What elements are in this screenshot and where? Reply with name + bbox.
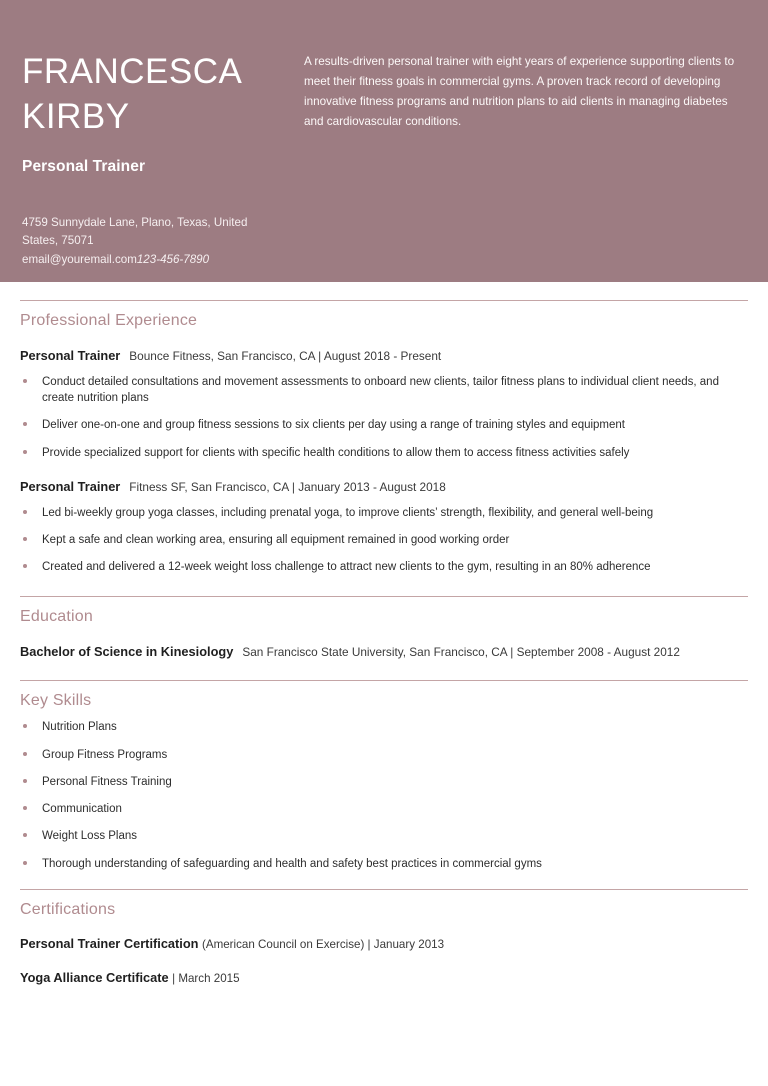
experience-section-wrapper <box>20 300 748 576</box>
section-title-skills: Key Skills <box>20 692 92 710</box>
experience-role: Personal Trainer <box>20 478 121 494</box>
contact-block <box>22 214 284 270</box>
experience-bullet <box>20 532 732 548</box>
certification-entry <box>20 970 748 987</box>
skill-item <box>20 719 732 735</box>
certification-meta: | March 2015 <box>172 971 240 985</box>
education-section-wrapper <box>20 596 748 661</box>
experience-bullet-text: Created and delivered a 12-week weight loss challenge to attract new clients to the gym, resulting in an 80% adherence <box>42 561 651 574</box>
bullet-dot-icon <box>23 422 27 426</box>
section-certifications <box>20 901 748 986</box>
bullet-dot-icon <box>23 724 27 728</box>
skills-list <box>20 719 748 872</box>
bullet-dot-icon <box>23 564 27 568</box>
experience-role: Personal Trainer <box>20 348 121 363</box>
experience-bullet-text: Deliver one-on-one and group fitness sessions to six clients per day using a range of training styles and equipment <box>42 419 626 432</box>
bullet-dot-icon <box>23 779 27 783</box>
section-divider <box>20 680 748 681</box>
skill-item <box>20 774 732 790</box>
certification-meta: (American Council on Exercise) | January 2013 <box>201 938 445 952</box>
professional-summary: A results-driven personal trainer with eight years of experience supporting clients to meet their fitness goals in commercial gyms. A proven track record of developing innovative fitness programs and nutrition plans to aid clients in managing diabetes and cardiovascular conditions. <box>304 55 735 129</box>
skill-item <box>20 856 732 872</box>
skill-text: Weight Loss Plans <box>42 830 138 843</box>
education-degree: Bachelor of Science in Kinesiology <box>20 643 234 659</box>
candidate-first-name: FRANCESCA <box>22 52 243 91</box>
skill-text: Nutrition Plans <box>42 721 117 734</box>
bullet-dot-icon <box>23 510 27 514</box>
section-title-certifications: Certifications <box>20 901 116 919</box>
header-summary-block <box>284 44 746 133</box>
section-divider <box>20 300 748 301</box>
skill-text: Group Fitness Programs <box>42 748 168 761</box>
bullet-dot-icon <box>23 861 27 865</box>
certification-name: Personal Trainer Certification <box>20 936 199 952</box>
candidate-name <box>22 50 284 140</box>
experience-meta: Fitness SF, San Francisco, CA | January 2013 - August 2018 <box>129 479 446 494</box>
education-meta: San Francisco State University, San Francisco, CA | September 2008 - August 2012 <box>242 644 680 659</box>
experience-bullet-list <box>20 505 748 576</box>
skill-text: Communication <box>42 803 122 816</box>
section-divider <box>20 596 748 597</box>
bullet-dot-icon <box>23 450 27 454</box>
section-title-experience: Professional Experience <box>20 312 198 329</box>
skill-text: Thorough understanding of safeguarding and health and safety best practices in commercial gyms <box>42 857 542 870</box>
resume-body <box>0 300 768 986</box>
experience-meta: Bounce Fitness, San Francisco, CA | August 2018 - Present <box>129 349 442 363</box>
skill-text: Personal Fitness Training <box>42 775 172 788</box>
section-experience <box>20 312 748 576</box>
experience-bullet-text: Provide specialized support for clients with specific health conditions to allow them to access fitness activities safely <box>42 446 630 459</box>
experience-bullet-text: Conduct detailed consultations and movement assessments to onboard new clients, tailor fitness plans to individual client needs, and create nutrition plans <box>42 375 719 404</box>
experience-bullet <box>20 559 732 575</box>
resume-header <box>0 0 768 282</box>
certification-name: Yoga Alliance Certificate <box>20 969 169 985</box>
experience-bullet <box>20 445 732 461</box>
contact-address-line-2: States, 75071 <box>22 234 94 248</box>
skill-item <box>20 747 732 763</box>
section-education <box>20 608 748 661</box>
skills-section-wrapper <box>20 680 748 872</box>
section-divider <box>20 889 748 890</box>
experience-bullet <box>20 505 732 521</box>
experience-bullet-text: Kept a safe and clean working area, ensuring all equipment remained in good working order <box>42 533 510 546</box>
contact-email[interactable]: email@youremail.com <box>22 253 137 267</box>
candidate-job-title: Personal Trainer <box>22 157 146 175</box>
header-identity-block <box>22 44 284 270</box>
experience-entry-header <box>20 348 748 365</box>
candidate-last-name: KIRBY <box>22 96 130 136</box>
contact-email-phone-line <box>22 251 284 270</box>
bullet-dot-icon <box>23 537 27 541</box>
bullet-dot-icon <box>23 833 27 837</box>
section-skills <box>20 692 748 872</box>
skill-item <box>20 801 732 817</box>
certifications-section-wrapper <box>20 889 748 986</box>
experience-bullet-list <box>20 374 748 461</box>
contact-phone[interactable]: 123-456-7890 <box>136 253 210 267</box>
skill-item <box>20 828 732 844</box>
bullet-dot-icon <box>23 806 27 810</box>
section-title-education: Education <box>20 607 93 625</box>
experience-bullet-text: Led bi-weekly group yoga classes, including prenatal yoga, to improve clients’ strength, flexibility, and general well-being <box>42 506 654 519</box>
experience-bullet <box>20 374 732 407</box>
bullet-dot-icon <box>23 379 27 383</box>
contact-address-line-1: 4759 Sunnydale Lane, Plano, Texas, United <box>22 215 248 229</box>
experience-entry-header <box>20 479 748 496</box>
certification-entry <box>20 936 748 953</box>
education-entry-header <box>20 644 748 661</box>
experience-bullet <box>20 417 732 433</box>
bullet-dot-icon <box>23 752 27 756</box>
